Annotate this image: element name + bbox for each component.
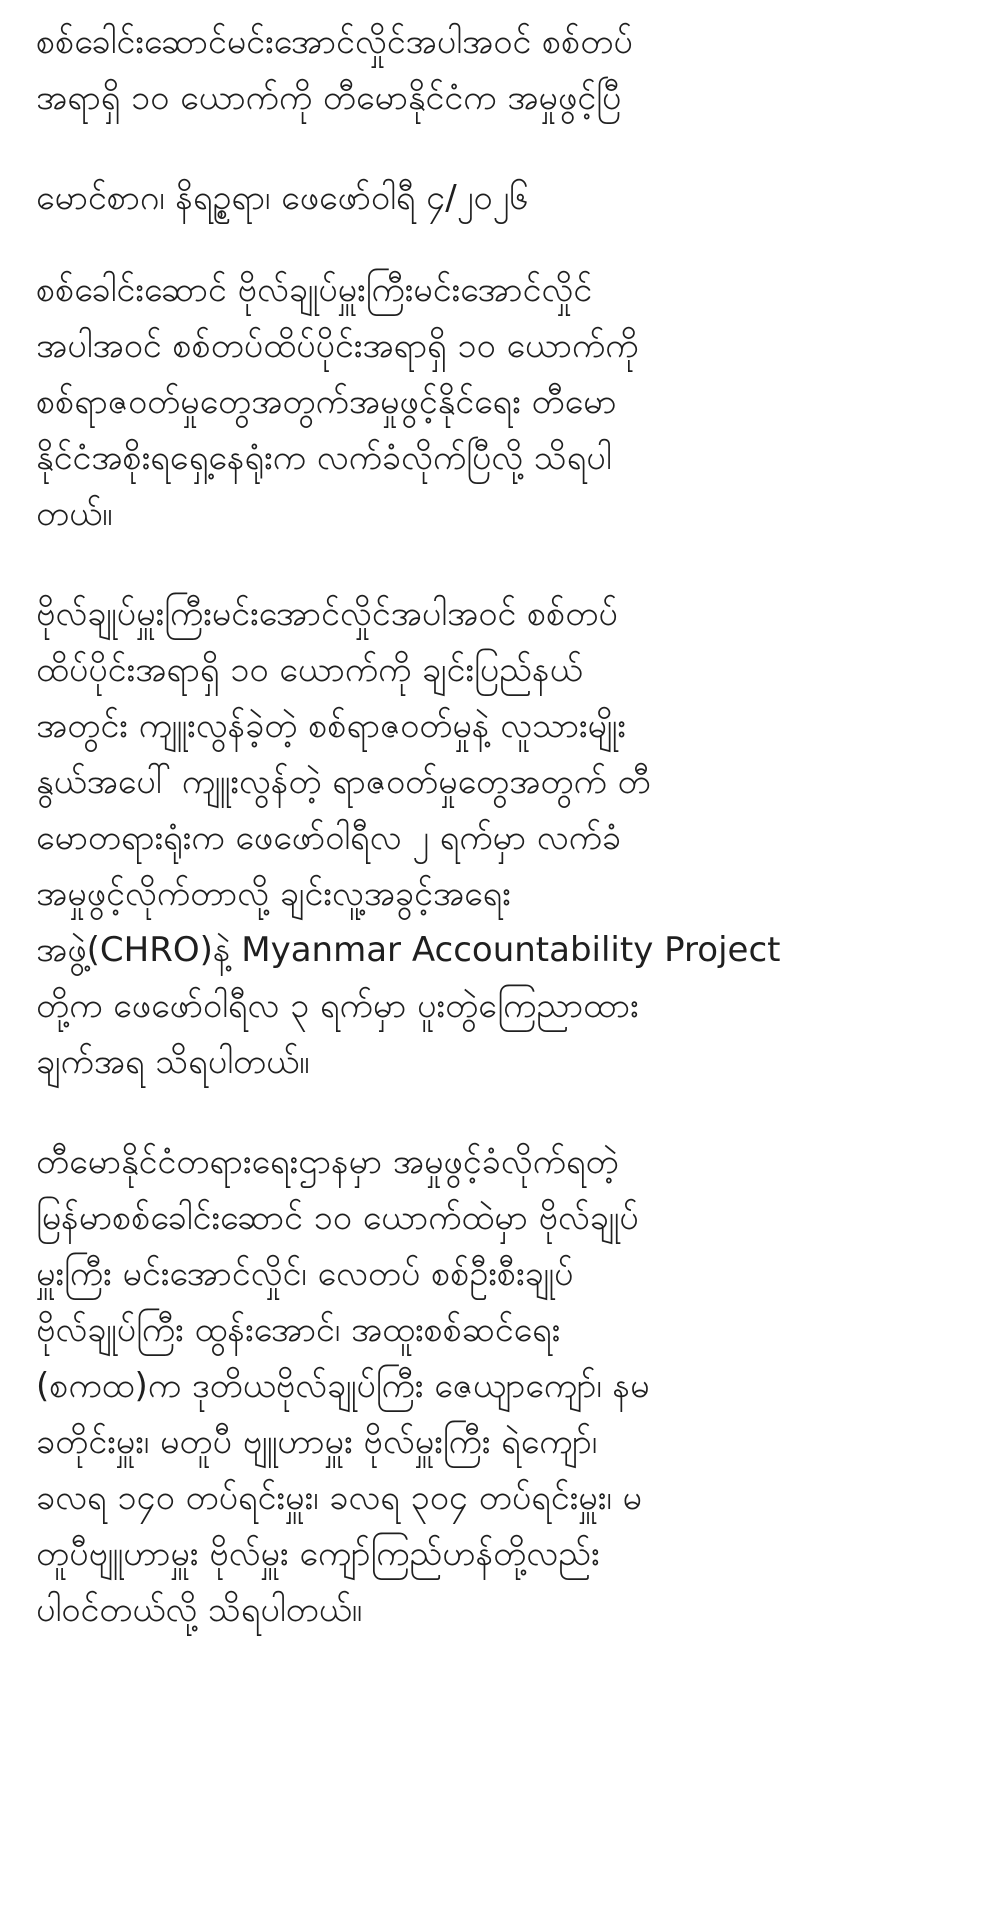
- paragraph-3: [36, 1134, 966, 1638]
- article-dateline: မောင်စာဂ၊ နိရဥ္စရာ၊ ဖေဖော်ဝါရီ ၄/၂၀၂၆: [36, 178, 529, 218]
- text-line: ဗိုလ်ချုပ်မှူးကြီးမင်းအောင်လှိုင်အပါအဝင် စစ်တပ်: [36, 594, 618, 634]
- article-headline: [36, 14, 966, 126]
- text-line: ချက်အရ သိရပါတယ်။: [36, 1042, 310, 1082]
- text-line: တို့က ဖေဖော်ဝါရီလ ၃ ရက်မှာ ပူးတွဲကြေညာထား: [36, 986, 639, 1026]
- text-line: နွယ်အပေါ် ကျူးလွန်တဲ့ ရာဇဝတ်မှုတွေအတွက် တီ: [36, 762, 651, 802]
- text-line: စစ်ခေါင်းဆောင် ဗိုလ်ချုပ်မှူးကြီးမင်းအောင်လှိုင်: [36, 270, 593, 310]
- text-line: တီမောနိုင်ငံတရားရေးဌာနမှာ အမှုဖွင့်ခံလိုက်ရတဲ့: [36, 1142, 619, 1182]
- text-line: နိုင်ငံအစိုးရရှေ့နေရုံးက လက်ခံလိုက်ပြီလို့ သိရပါ: [36, 438, 612, 478]
- headline-line: အရာရှိ ၁၀ ယောက်ကို တီမောနိုင်ငံက အမှုဖွင့်ပြီ: [36, 78, 622, 118]
- paragraph-1: [36, 262, 966, 542]
- text-line: အမှုဖွင့်လိုက်တာလို့ ချင်းလူ့အခွင့်အရေး: [36, 874, 511, 914]
- text-line: ဗိုလ်ချုပ်ကြီး ထွန်းအောင်၊ အထူးစစ်ဆင်ရေး: [36, 1310, 561, 1350]
- text-line: အတွင်း ကျူးလွန်ခဲ့တဲ့ စစ်ရာဇဝတ်မှုနဲ့ လူသားမျိုး: [36, 706, 626, 746]
- headline-line: စစ်ခေါင်းဆောင်မင်းအောင်လှိုင်အပါအဝင် စစ်တပ်: [36, 22, 633, 62]
- text-line: အပါအဝင် စစ်တပ်ထိပ်ပိုင်းအရာရှိ ၁၀ ယောက်ကို: [36, 326, 639, 366]
- text-line: တူပီဗျူဟာမှူး ဗိုလ်မှူး ကျော်ကြည်ဟန်တို့လည်း: [36, 1534, 600, 1574]
- text-line: အဖွဲ့(CHRO)နဲ့ Myanmar Accountability Project: [36, 930, 781, 970]
- text-line: ခလရ ၁၄၀ တပ်ရင်းမှူး၊ ခလရ ၃၀၄ တပ်ရင်းမှူး၊ မ: [36, 1478, 642, 1518]
- text-line: (စကထ)က ဒုတိယဗိုလ်ချုပ်ကြီး ဇေယျာကျော်၊ နမ: [36, 1366, 650, 1406]
- text-line: ပါဝင်တယ်လို့ သိရပါတယ်။: [36, 1590, 363, 1630]
- text-line: မောတရားရုံးက ဖေဖော်ဝါရီလ ၂ ရက်မှာ လက်ခံ: [36, 818, 622, 858]
- text-line: ထိပ်ပိုင်းအရာရှိ ၁၀ ယောက်ကို ချင်းပြည်နယ်: [36, 650, 583, 690]
- text-line: တယ်။: [36, 494, 113, 534]
- text-line: စစ်ရာဇဝတ်မှုတွေအတွက်အမှုဖွင့်နိုင်ရေး တီမော: [36, 382, 617, 422]
- text-line: ခတိုင်းမှူး၊ မတူပီ ဗျူဟာမှူး ဗိုလ်မှူးကြီး ရဲကျော်၊: [36, 1422, 598, 1462]
- paragraph-2: [36, 586, 966, 1090]
- text-line: မြန်မာစစ်ခေါင်းဆောင် ၁၀ ယောက်ထဲမှာ ဗိုလ်ချုပ်: [36, 1198, 639, 1238]
- text-line: မှူးကြီး မင်းအောင်လှိုင်၊ လေတပ် စစ်ဦးစီးချုပ်: [36, 1254, 574, 1294]
